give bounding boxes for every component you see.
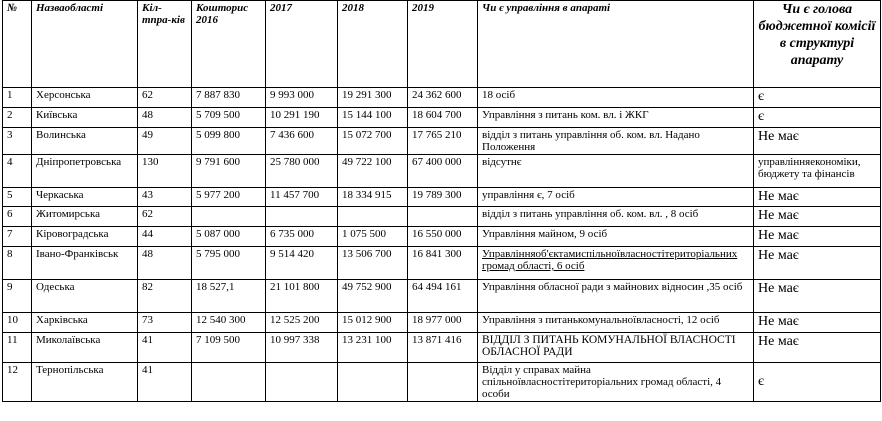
cell-department: Управління майном, 9 осіб	[478, 227, 754, 247]
cell-count: 49	[138, 128, 192, 155]
cell-region: Івано-Франківськ	[32, 247, 138, 280]
header-department: Чи є управління в апараті	[478, 1, 754, 88]
cell-count: 48	[138, 108, 192, 128]
cell-budget-2016: 9 791 600	[192, 155, 266, 188]
table-row	[3, 333, 881, 363]
cell-2018	[338, 363, 408, 402]
cell-2019	[408, 363, 478, 402]
cell-2019: 13 871 416	[408, 333, 478, 363]
cell-department: Управління обласної ради з майнових відносин ,35 осіб	[478, 280, 754, 313]
cell-count: 43	[138, 188, 192, 207]
cell-commission-head: Не має	[754, 128, 881, 155]
regions-table	[2, 0, 881, 402]
cell-budget-2016: 7 887 830	[192, 88, 266, 108]
cell-department: відсутнє	[478, 155, 754, 188]
cell-2017: 21 101 800	[266, 280, 338, 313]
cell-region: Харківська	[32, 313, 138, 333]
cell-2017: 10 997 338	[266, 333, 338, 363]
cell-commission-head: Не має	[754, 247, 881, 280]
cell-region: Житомирська	[32, 207, 138, 227]
cell-region: Одеська	[32, 280, 138, 313]
cell-commission-head: Не має	[754, 207, 881, 227]
cell-count: 44	[138, 227, 192, 247]
cell-count: 62	[138, 88, 192, 108]
table-row	[3, 227, 881, 247]
cell-num: 4	[3, 155, 32, 188]
cell-2017: 10 291 190	[266, 108, 338, 128]
cell-num: 11	[3, 333, 32, 363]
cell-budget-2016: 12 540 300	[192, 313, 266, 333]
cell-budget-2016: 5 709 500	[192, 108, 266, 128]
cell-region: Дніпропетровська	[32, 155, 138, 188]
cell-budget-2016: 18 527,1	[192, 280, 266, 313]
header-region: Назваобласті	[32, 1, 138, 88]
cell-budget-2016: 5 099 800	[192, 128, 266, 155]
cell-commission-head: є	[754, 363, 881, 402]
cell-2018: 15 072 700	[338, 128, 408, 155]
cell-budget-2016: 5 977 200	[192, 188, 266, 207]
cell-num: 5	[3, 188, 32, 207]
cell-2019: 16 841 300	[408, 247, 478, 280]
cell-department: 18 осіб	[478, 88, 754, 108]
cell-2017: 9 993 000	[266, 88, 338, 108]
cell-department: Управління з питанькомунальноївласності, 12 осіб	[478, 313, 754, 333]
cell-budget-2016: 5 087 000	[192, 227, 266, 247]
header-2019: 2019	[408, 1, 478, 88]
header-2017: 2017	[266, 1, 338, 88]
cell-2018: 19 291 300	[338, 88, 408, 108]
cell-department: управління є, 7 осіб	[478, 188, 754, 207]
cell-num: 9	[3, 280, 32, 313]
cell-num: 3	[3, 128, 32, 155]
cell-commission-head: Не має	[754, 227, 881, 247]
cell-2018	[338, 207, 408, 227]
cell-2019: 18 604 700	[408, 108, 478, 128]
cell-region: Тернопільська	[32, 363, 138, 402]
cell-count: 48	[138, 247, 192, 280]
cell-budget-2016: 5 795 000	[192, 247, 266, 280]
cell-count: 62	[138, 207, 192, 227]
cell-2019: 24 362 600	[408, 88, 478, 108]
cell-count: 82	[138, 280, 192, 313]
cell-2019: 64 494 161	[408, 280, 478, 313]
table-row	[3, 280, 881, 313]
cell-commission-head: Не має	[754, 188, 881, 207]
table-row	[3, 247, 881, 280]
cell-2017: 11 457 700	[266, 188, 338, 207]
cell-region: Черкаська	[32, 188, 138, 207]
cell-2017: 9 514 420	[266, 247, 338, 280]
cell-region: Миколаївська	[32, 333, 138, 363]
cell-2017: 6 735 000	[266, 227, 338, 247]
cell-2018: 49 722 100	[338, 155, 408, 188]
cell-2019: 16 550 000	[408, 227, 478, 247]
cell-region: Київська	[32, 108, 138, 128]
cell-2018: 49 752 900	[338, 280, 408, 313]
cell-2019: 67 400 000	[408, 155, 478, 188]
cell-count: 41	[138, 333, 192, 363]
cell-num: 10	[3, 313, 32, 333]
table-row	[3, 128, 881, 155]
table-row	[3, 108, 881, 128]
cell-department: ВІДДІЛ З ПИТАНЬ КОМУНАЛЬНОЇ ВЛАСНОСТІ ОБЛАСНОЇ РАДИ	[478, 333, 754, 363]
cell-count: 73	[138, 313, 192, 333]
cell-commission-head: Не має	[754, 313, 881, 333]
cell-2018: 15 144 100	[338, 108, 408, 128]
cell-budget-2016: 7 109 500	[192, 333, 266, 363]
cell-region: Волинська	[32, 128, 138, 155]
cell-num: 1	[3, 88, 32, 108]
header-2018: 2018	[338, 1, 408, 88]
cell-count: 41	[138, 363, 192, 402]
cell-2017	[266, 207, 338, 227]
cell-commission-head: Не має	[754, 280, 881, 313]
cell-region: Кіровоградська	[32, 227, 138, 247]
cell-num: 2	[3, 108, 32, 128]
table-row	[3, 88, 881, 108]
cell-department: відділ з питань управління об. ком. вл. Надано Положення	[478, 128, 754, 155]
cell-2017: 25 780 000	[266, 155, 338, 188]
table-row	[3, 155, 881, 188]
header-budget-commission-head: Чи є голова бюджетної комісії в структурі апарату	[754, 1, 881, 88]
cell-department: Управлінняоб'єктамиспільноївласностітериторіальних громад області, 6 осіб	[478, 247, 754, 280]
cell-department: Управління з питань ком. вл. і ЖКГ	[478, 108, 754, 128]
table-row	[3, 188, 881, 207]
cell-2017: 7 436 600	[266, 128, 338, 155]
cell-commission-head: є	[754, 88, 881, 108]
cell-commission-head: Не має	[754, 333, 881, 363]
cell-budget-2016	[192, 363, 266, 402]
header-count: Кіл-тпра-ків	[138, 1, 192, 88]
cell-2018: 13 231 100	[338, 333, 408, 363]
cell-2018: 13 506 700	[338, 247, 408, 280]
cell-2018: 1 075 500	[338, 227, 408, 247]
cell-2019: 17 765 210	[408, 128, 478, 155]
cell-num: 7	[3, 227, 32, 247]
cell-2017: 12 525 200	[266, 313, 338, 333]
header-budget-2016: Кошторис 2016	[192, 1, 266, 88]
cell-2017	[266, 363, 338, 402]
cell-2019: 19 789 300	[408, 188, 478, 207]
cell-2019: 18 977 000	[408, 313, 478, 333]
cell-count: 130	[138, 155, 192, 188]
header-row	[3, 1, 881, 88]
cell-commission-head: управлінняекономіки, бюджету та фінансів	[754, 155, 881, 188]
table-row	[3, 363, 881, 402]
cell-department: Відділ у справах майна спільноївласностітериторіальних громад області, 4 особи	[478, 363, 754, 402]
header-num: №	[3, 1, 32, 88]
cell-region: Херсонська	[32, 88, 138, 108]
cell-department: відділ з питань управління об. ком. вл. , 8 осіб	[478, 207, 754, 227]
table-row	[3, 207, 881, 227]
cell-2018: 15 012 900	[338, 313, 408, 333]
cell-2018: 18 334 915	[338, 188, 408, 207]
cell-budget-2016	[192, 207, 266, 227]
cell-2019	[408, 207, 478, 227]
cell-num: 12	[3, 363, 32, 402]
table-row	[3, 313, 881, 333]
cell-num: 6	[3, 207, 32, 227]
cell-commission-head: є	[754, 108, 881, 128]
cell-num: 8	[3, 247, 32, 280]
